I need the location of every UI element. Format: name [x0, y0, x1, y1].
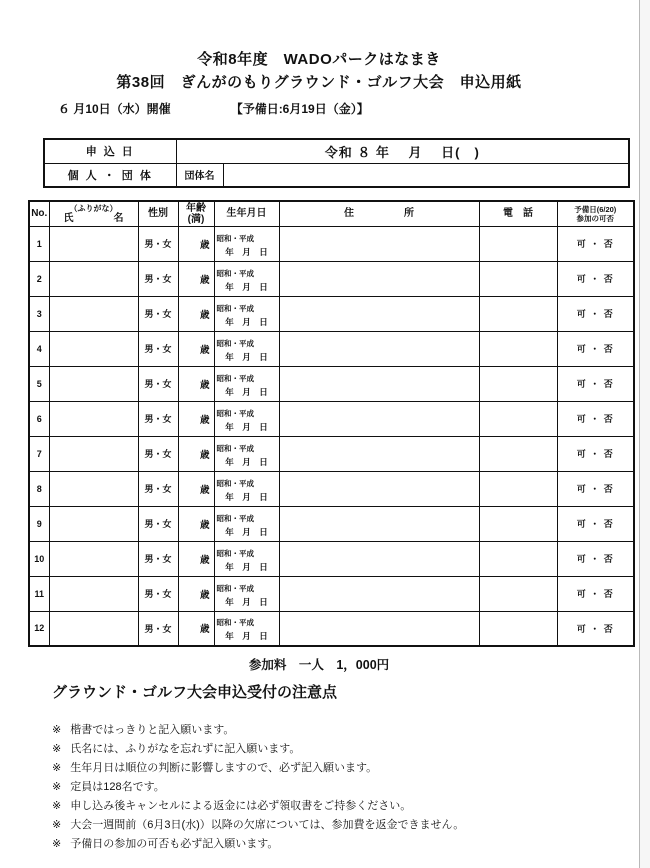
birthdate-field[interactable] [214, 226, 279, 261]
note-text: 申し込み後キャンセルによる返金には必ず領収書をご持参ください。 [70, 800, 412, 812]
phone-field[interactable] [479, 261, 557, 296]
name-field[interactable] [49, 331, 138, 366]
address-field[interactable] [279, 506, 479, 541]
col-header-phone: 電 話 [479, 201, 557, 226]
birthdate-blanks[interactable]: 年 月 日 [225, 386, 268, 397]
address-field[interactable] [279, 471, 479, 506]
note-item [52, 797, 638, 816]
era-choice[interactable]: 昭和・平成 [216, 303, 254, 313]
participant-row [29, 226, 634, 261]
application-info-table [43, 138, 630, 188]
address-field[interactable] [279, 541, 479, 576]
participant-row [29, 401, 634, 436]
event-dateline [0, 101, 638, 118]
birthdate-field[interactable] [214, 401, 279, 436]
row-number: 1 [29, 226, 49, 261]
era-choice[interactable]: 昭和・平成 [216, 478, 254, 488]
reserve-availability-choice[interactable]: 可 ・ 否 [557, 436, 634, 471]
phone-field[interactable] [479, 541, 557, 576]
gender-choice[interactable]: 男・女 [138, 331, 178, 366]
name-field[interactable] [49, 576, 138, 611]
participant-row [29, 261, 634, 296]
phone-field[interactable] [479, 471, 557, 506]
form-title-line1: 令和8年度 WADOパークはなまき [197, 51, 441, 68]
address-field[interactable] [279, 401, 479, 436]
gender-choice[interactable]: 男・女 [138, 471, 178, 506]
phone-field[interactable] [479, 331, 557, 366]
row-number: 10 [29, 541, 49, 576]
birthdate-blanks[interactable]: 年 月 日 [225, 351, 268, 362]
row-number: 11 [29, 576, 49, 611]
age-field[interactable]: 歳 [178, 331, 214, 366]
application-date-row [44, 139, 629, 163]
birthdate-blanks[interactable]: 年 月 日 [225, 246, 268, 257]
era-choice[interactable]: 昭和・平成 [216, 548, 254, 558]
gender-choice[interactable]: 男・女 [138, 611, 178, 646]
age-field[interactable]: 歳 [178, 471, 214, 506]
furigana-label: （ふりがな） [69, 203, 118, 213]
form-title-line2: 第38回 ぎんがのもりグラウンド・ゴルフ大会 申込用紙 [116, 74, 522, 91]
reserve-availability-choice[interactable]: 可 ・ 否 [557, 576, 634, 611]
name-field[interactable] [49, 506, 138, 541]
era-choice[interactable]: 昭和・平成 [216, 618, 254, 628]
row-number: 4 [29, 331, 49, 366]
age-field[interactable]: 歳 [178, 541, 214, 576]
note-item [52, 778, 638, 797]
entry-type-choice[interactable]: 個 人 ・ 団 体 [44, 163, 176, 187]
address-field[interactable] [279, 576, 479, 611]
row-number: 6 [29, 401, 49, 436]
gender-choice[interactable]: 男・女 [138, 436, 178, 471]
note-text: 大会一週間前（6月3日(水)）以降の欠席については、参加費を返金できません。 [70, 819, 465, 831]
birthdate-field[interactable] [214, 576, 279, 611]
era-choice[interactable]: 昭和・平成 [216, 583, 254, 593]
birthdate-field[interactable] [214, 611, 279, 646]
gender-choice[interactable]: 男・女 [138, 296, 178, 331]
name-field[interactable] [49, 471, 138, 506]
birthdate-field[interactable] [214, 261, 279, 296]
col-header-no: No. [29, 201, 49, 226]
address-field[interactable] [279, 436, 479, 471]
row-number: 5 [29, 366, 49, 401]
address-field[interactable] [279, 296, 479, 331]
birthdate-blanks[interactable]: 年 月 日 [225, 316, 268, 327]
phone-field[interactable] [479, 226, 557, 261]
name-field[interactable] [49, 541, 138, 576]
age-field[interactable]: 歳 [178, 366, 214, 401]
note-text: 予備日の参加の可否も必ず記入願います。 [70, 838, 279, 850]
birthdate-blanks[interactable]: 年 月 日 [225, 421, 268, 432]
participant-row [29, 541, 634, 576]
name-field[interactable] [49, 226, 138, 261]
note-item [52, 721, 638, 740]
birthdate-blanks[interactable]: 年 月 日 [225, 281, 268, 292]
entry-type-row [44, 163, 629, 187]
reserve-availability-choice[interactable]: 可 ・ 否 [557, 226, 634, 261]
address-field[interactable] [279, 226, 479, 261]
birthdate-blanks[interactable]: 年 月 日 [225, 526, 268, 537]
note-marker: ※ [52, 762, 62, 774]
participant-row [29, 296, 634, 331]
era-choice[interactable]: 昭和・平成 [216, 373, 254, 383]
reserve-availability-choice[interactable]: 可 ・ 否 [557, 401, 634, 436]
era-choice[interactable]: 昭和・平成 [216, 233, 254, 243]
reserve-availability-label: 参加の可否 [576, 213, 614, 223]
age-field[interactable]: 歳 [178, 506, 214, 541]
name-field[interactable] [49, 611, 138, 646]
address-field[interactable] [279, 611, 479, 646]
reserve-day-label: 予備日(6/20) [574, 204, 617, 214]
reserve-availability-choice[interactable]: 可 ・ 否 [557, 506, 634, 541]
note-text: 氏名には、ふりがなを忘れずに記入願います。 [70, 743, 301, 755]
age-field[interactable]: 歳 [178, 226, 214, 261]
col-header-name [49, 201, 138, 226]
participant-row [29, 506, 634, 541]
birthdate-field[interactable] [214, 331, 279, 366]
name-field[interactable] [49, 401, 138, 436]
notes-list [52, 721, 638, 854]
phone-field[interactable] [479, 611, 557, 646]
col-header-birthdate: 生年月日 [214, 201, 279, 226]
note-item [52, 816, 638, 835]
note-marker: ※ [52, 819, 62, 831]
name-field[interactable] [49, 261, 138, 296]
birthdate-field[interactable] [214, 436, 279, 471]
birthdate-field[interactable] [214, 471, 279, 506]
gender-choice[interactable]: 男・女 [138, 541, 178, 576]
phone-field[interactable] [479, 366, 557, 401]
reserve-availability-choice[interactable]: 可 ・ 否 [557, 261, 634, 296]
fee-line: 参加料 一人 1，000円 [248, 658, 390, 672]
page-gutter [639, 0, 650, 868]
reserve-availability-choice[interactable]: 可 ・ 否 [557, 611, 634, 646]
birthdate-blanks[interactable]: 年 月 日 [225, 561, 268, 572]
birthdate-blanks[interactable]: 年 月 日 [225, 491, 268, 502]
phone-field[interactable] [479, 436, 557, 471]
participant-row [29, 611, 634, 646]
note-marker: ※ [52, 743, 62, 755]
gender-choice[interactable]: 男・女 [138, 261, 178, 296]
birthdate-field[interactable] [214, 506, 279, 541]
era-choice[interactable]: 昭和・平成 [216, 513, 254, 523]
gender-choice[interactable]: 男・女 [138, 401, 178, 436]
phone-field[interactable] [479, 506, 557, 541]
birthdate-blanks[interactable]: 年 月 日 [225, 631, 268, 642]
birthdate-blanks[interactable]: 年 月 日 [225, 596, 268, 607]
col-header-age: 年齢(満) [178, 201, 214, 226]
application-date-field[interactable]: 令和 ８ 年 月 日( ) [176, 139, 629, 163]
group-name-field[interactable] [223, 163, 629, 187]
row-number: 8 [29, 471, 49, 506]
participant-row [29, 576, 634, 611]
row-number: 3 [29, 296, 49, 331]
era-choice[interactable]: 昭和・平成 [216, 408, 254, 418]
group-name-label: 団体名 [176, 163, 223, 187]
era-choice[interactable]: 昭和・平成 [216, 268, 254, 278]
gender-choice[interactable]: 男・女 [138, 506, 178, 541]
note-text: 定員は128名です。 [70, 781, 165, 793]
name-field[interactable] [49, 366, 138, 401]
phone-field[interactable] [479, 296, 557, 331]
note-marker: ※ [52, 838, 62, 850]
note-text: 生年月日は順位の判断に影響しますので、必ず記入願います。 [70, 762, 378, 774]
note-marker: ※ [52, 781, 62, 793]
gender-choice[interactable]: 男・女 [138, 366, 178, 401]
address-field[interactable] [279, 261, 479, 296]
row-number: 7 [29, 436, 49, 471]
age-field[interactable]: 歳 [178, 611, 214, 646]
birthdate-field[interactable] [214, 296, 279, 331]
note-item [52, 740, 638, 759]
participants-header-row [29, 201, 634, 226]
event-date: ６ 月10日（水）開催 [58, 102, 171, 116]
reserve-availability-choice[interactable]: 可 ・ 否 [557, 366, 634, 401]
reserve-availability-choice[interactable]: 可 ・ 否 [557, 541, 634, 576]
note-marker: ※ [52, 800, 62, 812]
birthdate-field[interactable] [214, 366, 279, 401]
row-number: 2 [29, 261, 49, 296]
age-field[interactable]: 歳 [178, 436, 214, 471]
reserve-availability-choice[interactable]: 可 ・ 否 [557, 296, 634, 331]
age-field[interactable]: 歳 [178, 261, 214, 296]
age-field[interactable]: 歳 [178, 401, 214, 436]
row-number: 9 [29, 506, 49, 541]
note-text: 楷書ではっきりと記入願います。 [70, 724, 235, 736]
participants-table [28, 200, 635, 647]
notes-heading: グラウンド・ゴルフ大会申込受付の注意点 [52, 684, 338, 701]
reserve-date: 【予備日:6月19日（金）】 [230, 102, 369, 116]
participant-row [29, 436, 634, 471]
participant-row [29, 331, 634, 366]
age-field[interactable]: 歳 [178, 576, 214, 611]
name-label: 氏 名 [63, 212, 124, 224]
phone-field[interactable] [479, 401, 557, 436]
note-marker: ※ [52, 724, 62, 736]
name-field[interactable] [49, 296, 138, 331]
birthdate-field[interactable] [214, 541, 279, 576]
note-item [52, 835, 638, 854]
era-choice[interactable]: 昭和・平成 [216, 338, 254, 348]
phone-field[interactable] [479, 576, 557, 611]
col-header-gender: 性別 [138, 201, 178, 226]
participant-row [29, 471, 634, 506]
age-field[interactable]: 歳 [178, 296, 214, 331]
col-header-address: 住 所 [279, 201, 479, 226]
reserve-availability-choice[interactable]: 可 ・ 否 [557, 331, 634, 366]
name-field[interactable] [49, 436, 138, 471]
birthdate-blanks[interactable]: 年 月 日 [225, 456, 268, 467]
gender-choice[interactable]: 男・女 [138, 576, 178, 611]
gender-choice[interactable]: 男・女 [138, 226, 178, 261]
row-number: 12 [29, 611, 49, 646]
era-choice[interactable]: 昭和・平成 [216, 443, 254, 453]
address-field[interactable] [279, 331, 479, 366]
address-field[interactable] [279, 366, 479, 401]
participant-row [29, 366, 634, 401]
application-date-label: 申 込 日 [44, 139, 176, 163]
note-item [52, 759, 638, 778]
col-header-reserve-day [557, 201, 634, 226]
reserve-availability-choice[interactable]: 可 ・ 否 [557, 471, 634, 506]
